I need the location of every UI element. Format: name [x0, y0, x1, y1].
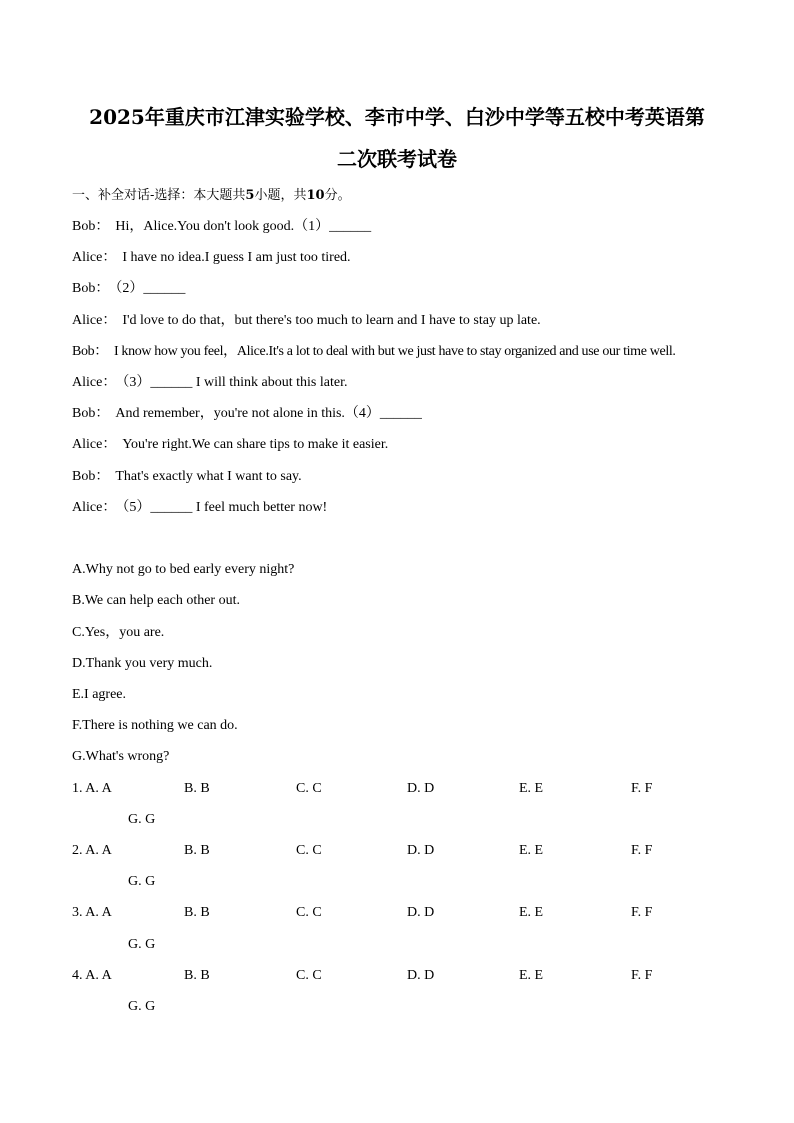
- dialogue-text: I have no idea.I guess I am just too tired.: [122, 250, 351, 265]
- question-1-option-b[interactable]: B. B: [184, 781, 210, 796]
- question-2-option-d[interactable]: D. D: [407, 843, 435, 858]
- section-prefix: 一、补全对话-选择：本大题共: [72, 188, 246, 203]
- question-4-option-a[interactable]: 4. A. A: [72, 968, 112, 983]
- dialogue-speaker: Bob：: [72, 469, 110, 484]
- exam-title-line-2: 二次联考试卷: [337, 147, 457, 171]
- question-2-options: [72, 841, 752, 861]
- choice-option-c: C.Yes，you are.: [72, 625, 165, 640]
- dialogue-text: （5）______ I feel much better now!: [122, 500, 328, 515]
- question-3-option-a[interactable]: 3. A. A: [72, 905, 112, 920]
- choice-option-f: F.There is nothing we can do.: [72, 718, 238, 733]
- question-4-option-e[interactable]: E. E: [519, 968, 544, 983]
- choice-option-a: A.Why not go to bed early every night?: [72, 562, 295, 577]
- dialogue-text: That's exactly what I want to say.: [115, 469, 302, 484]
- question-3-option-b[interactable]: B. B: [184, 905, 210, 920]
- dialogue-line: [72, 467, 302, 487]
- question-4-options: [72, 966, 752, 986]
- section-suffix: 分。: [324, 188, 351, 203]
- question-4-option-g[interactable]: G. G: [128, 999, 156, 1014]
- dialogue-text: I'd love to do that，but there's too much to learn and I have to stay up late.: [122, 313, 541, 328]
- dialogue-line: [72, 248, 351, 268]
- question-4-option-d[interactable]: D. D: [407, 968, 435, 983]
- question-1-option-c[interactable]: C. C: [296, 781, 322, 796]
- choice-option-g: G.What's wrong?: [72, 749, 170, 764]
- section-heading: [72, 186, 351, 206]
- question-3-option-e[interactable]: E. E: [519, 905, 544, 920]
- section-points: 10: [306, 188, 325, 203]
- question-3-option-g[interactable]: G. G: [128, 937, 156, 952]
- question-2-option-a[interactable]: 2. A. A: [72, 843, 112, 858]
- question-1-option-a[interactable]: 1. A. A: [72, 781, 112, 796]
- dialogue-text: （2）______: [115, 281, 186, 296]
- choice-option-b: B.We can help each other out.: [72, 593, 240, 608]
- dialogue-text: Hi，Alice.You don't look good.（1）______: [115, 219, 372, 234]
- dialogue-speaker: Bob：: [72, 406, 110, 421]
- choice-option-e: E.I agree.: [72, 687, 127, 702]
- dialogue-line: [72, 311, 541, 331]
- question-1-options: [72, 779, 752, 799]
- question-1-option-d[interactable]: D. D: [407, 781, 435, 796]
- question-1-option-e[interactable]: E. E: [519, 781, 544, 796]
- dialogue-speaker: Alice：: [72, 250, 117, 265]
- question-3-option-d[interactable]: D. D: [407, 905, 435, 920]
- dialogue-speaker: Alice：: [72, 437, 117, 452]
- dialogue-text: （3）______ I will think about this later.: [122, 375, 348, 390]
- dialogue-text: And remember，you're not alone in this.（4）______: [115, 406, 422, 421]
- dialogue-line: [72, 498, 327, 518]
- question-2-option-f[interactable]: F. F: [631, 843, 653, 858]
- dialogue-text: You're right.We can share tips to make it easier.: [122, 437, 389, 452]
- question-3-option-c[interactable]: C. C: [296, 905, 322, 920]
- question-4-option-c[interactable]: C. C: [296, 968, 322, 983]
- section-count: 5: [245, 188, 255, 203]
- question-2-option-b[interactable]: B. B: [184, 843, 210, 858]
- question-4-option-f[interactable]: F. F: [631, 968, 653, 983]
- dialogue-speaker: Bob：: [72, 219, 110, 234]
- dialogue-line: [72, 342, 676, 362]
- dialogue-speaker: Alice：: [72, 313, 117, 328]
- dialogue-speaker: Alice：: [72, 500, 117, 515]
- exam-title-line-1: 2025年重庆市江津实验学校、李市中学、白沙中学等五校中考英语第: [89, 105, 705, 129]
- dialogue-line: [72, 404, 422, 424]
- choice-option-d: D.Thank you very much.: [72, 656, 213, 671]
- dialogue-line: [72, 279, 185, 299]
- question-1-option-g[interactable]: G. G: [128, 812, 156, 827]
- dialogue-speaker: Bob：: [72, 344, 108, 359]
- dialogue-speaker: Alice：: [72, 375, 117, 390]
- section-mid: 小题，共: [254, 188, 307, 203]
- question-3-option-f[interactable]: F. F: [631, 905, 653, 920]
- dialogue-line: [72, 435, 388, 455]
- question-4-option-b[interactable]: B. B: [184, 968, 210, 983]
- question-2-option-c[interactable]: C. C: [296, 843, 322, 858]
- dialogue-speaker: Bob：: [72, 281, 110, 296]
- question-3-options: [72, 903, 752, 923]
- question-1-option-f[interactable]: F. F: [631, 781, 653, 796]
- dialogue-text: I know how you feel，Alice.It's a lot to deal with but we just have to stay organized and use our time well.: [113, 344, 676, 359]
- question-2-option-g[interactable]: G. G: [128, 874, 156, 889]
- dialogue-line: [72, 373, 347, 393]
- dialogue-line: [72, 217, 371, 237]
- question-2-option-e[interactable]: E. E: [519, 843, 544, 858]
